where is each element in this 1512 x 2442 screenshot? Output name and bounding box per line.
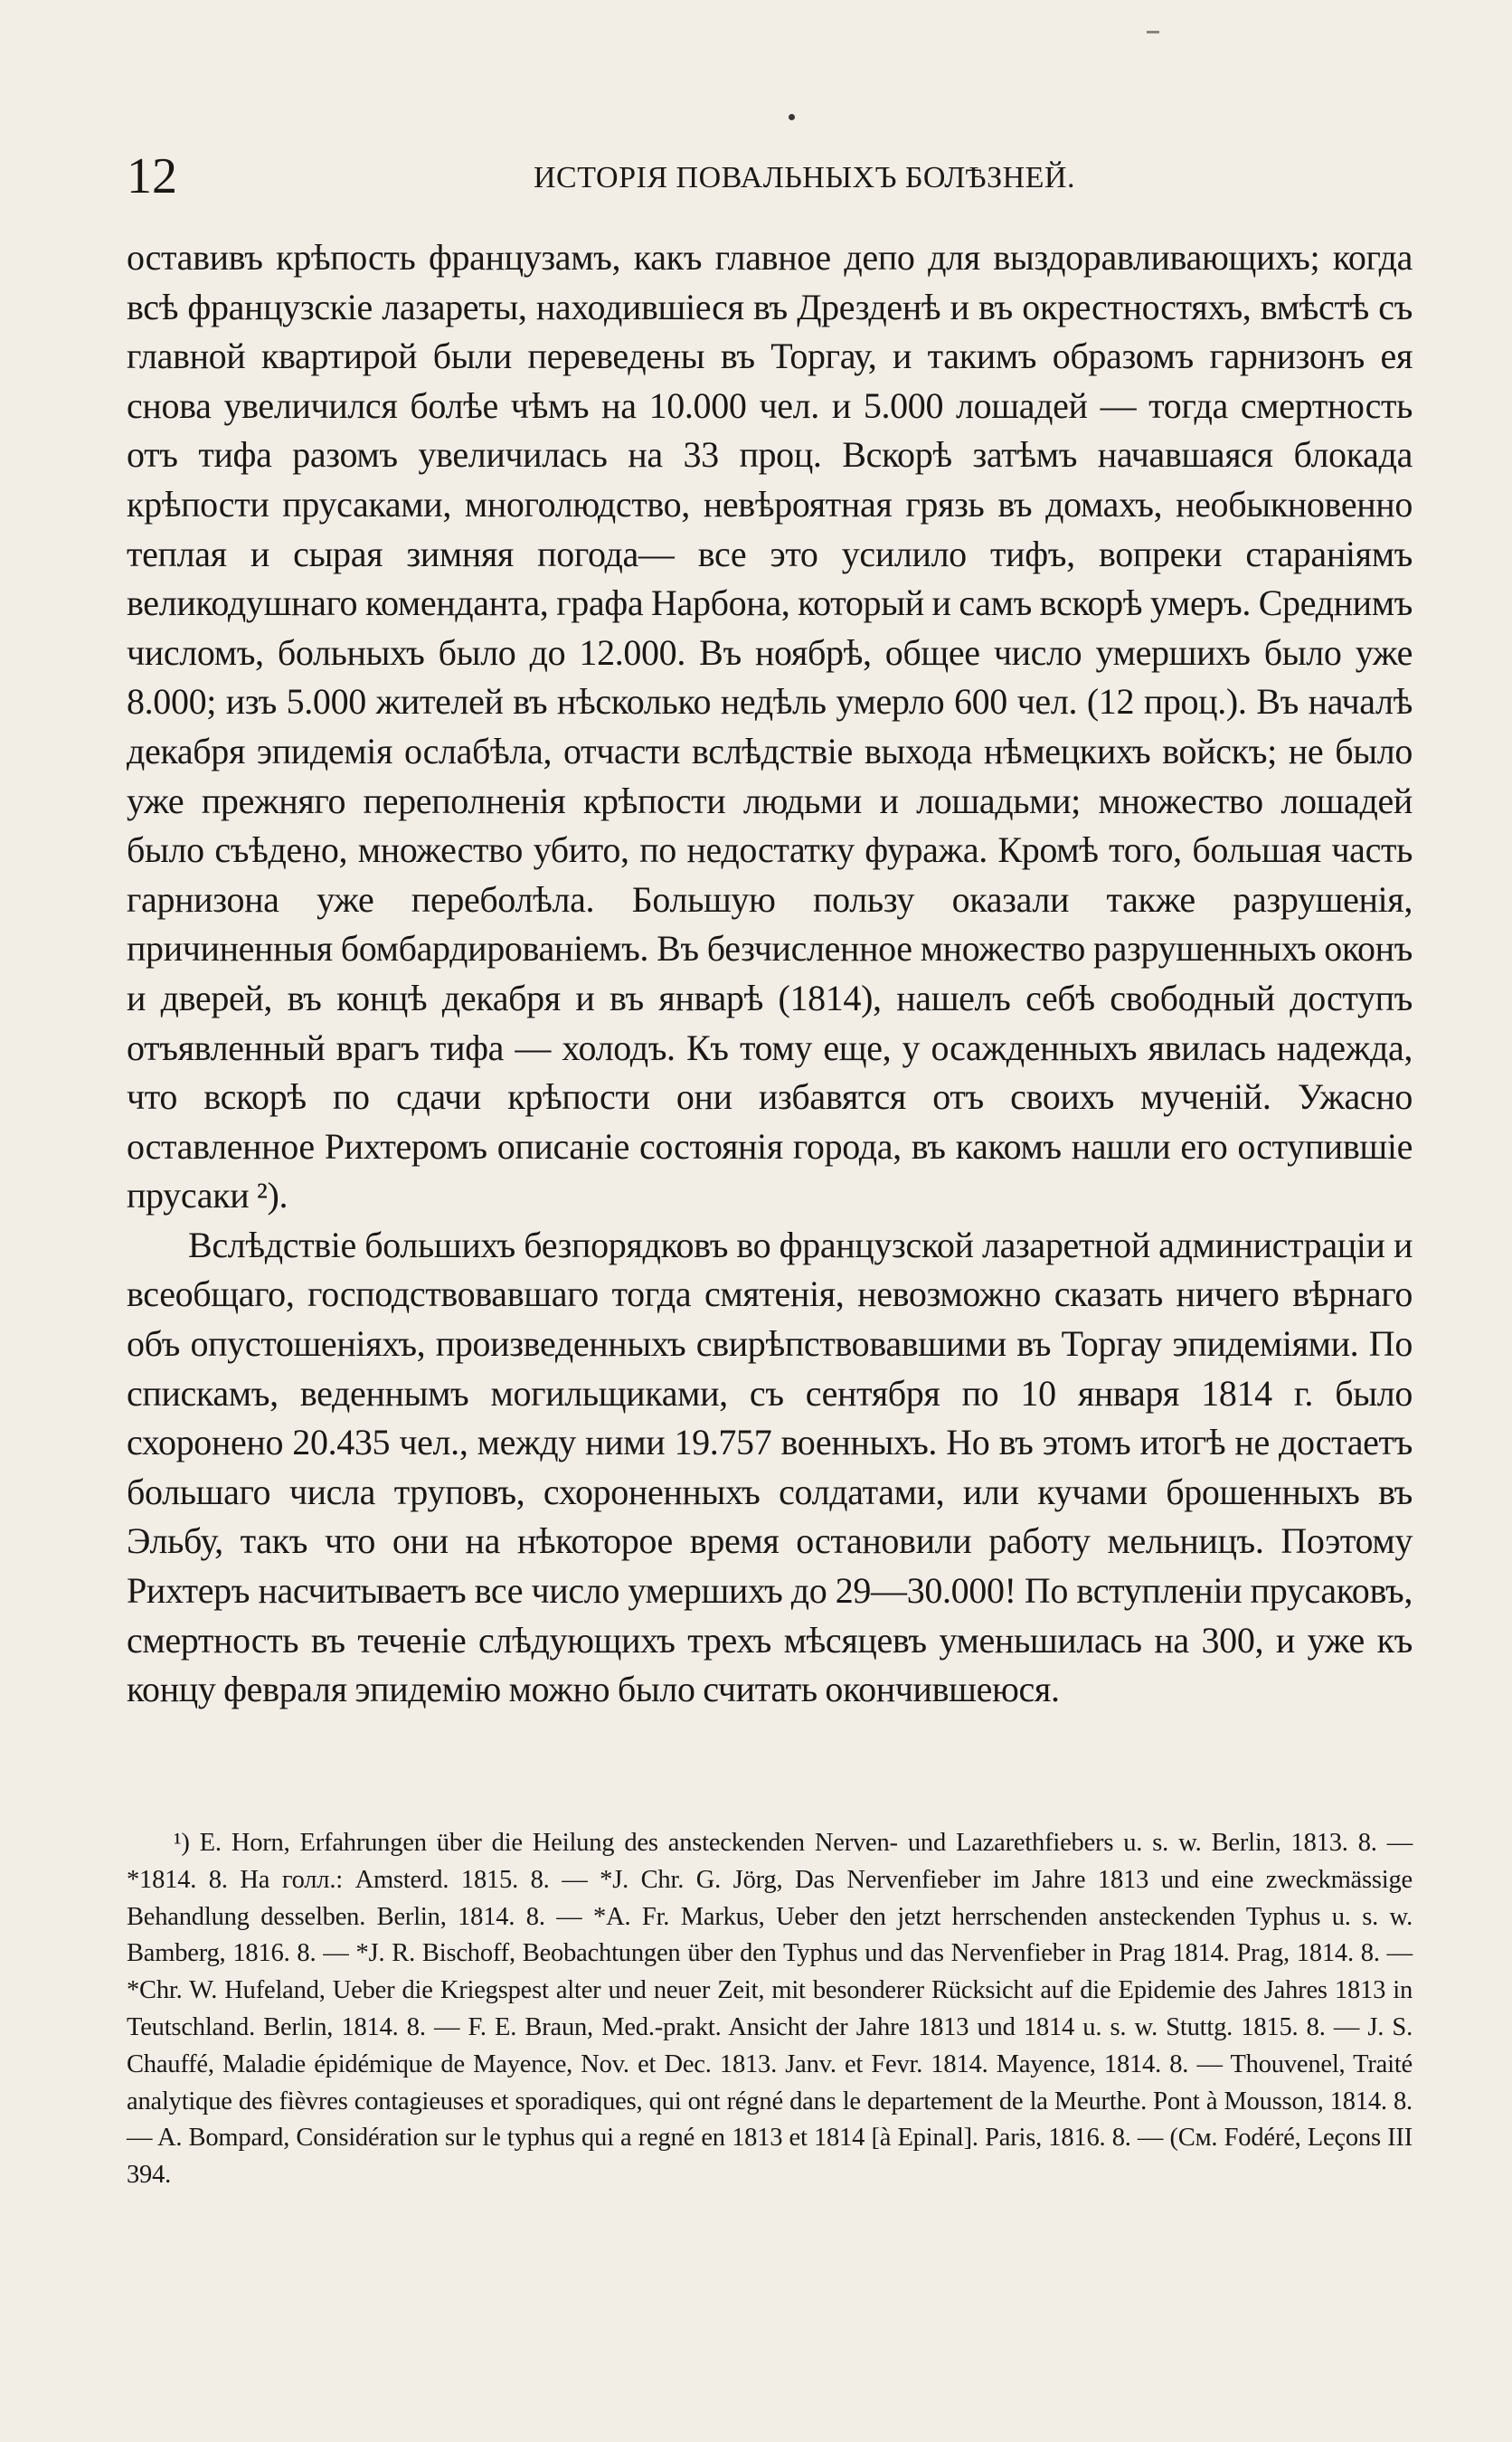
footnotes bbox=[127, 1825, 1413, 2194]
scan-mark bbox=[1147, 31, 1159, 33]
paragraph: Вслѣдствіе большихъ безпорядковъ во французской лазаретной администраціи и всеобщаго, господствовавшаго тогда смятенія, невозможно сказать ничего вѣрнаго объ опустошеніяхъ, произведенныхъ свирѣпствовавшими въ Торгау эпидеміями. По спискамъ, веденнымъ могильщиками, съ сентября по 10 января 1814 г. было схоронено 20.435 чел., между ними 19.757 военныхъ. Но въ этомъ итогѣ не достаетъ большаго числа труповъ, схороненныхъ солдатами, или кучами брошенныхъ въ Эльбу, такъ что они на нѣкоторое время остановили работу мельницъ. Поэтому Рихтеръ насчитываетъ все число умершихъ до 29—30.000! По вступленіи прусаковъ, смертность въ теченіе слѣдующихъ трехъ мѣсяцевъ уменьшилась на 300, и уже къ концу февраля эпидемію можно было считать окончившеюся. bbox=[127, 1224, 1413, 1710]
running-head bbox=[127, 145, 1393, 208]
running-title: ИСТОРІЯ ПОВАЛЬНЫХЪ БОЛѢЗНЕЙ. bbox=[534, 161, 1075, 194]
ink-dot bbox=[789, 114, 795, 120]
body-text bbox=[127, 233, 1413, 1715]
page-number: 12 bbox=[127, 148, 177, 204]
footnote: ¹) E. Horn, Erfahrungen über die Heilung des ansteckenden Nerven- und Lazarethfiebers u. s. w. Berlin, 1813. 8. — *1814. 8. На голл.: Amsterd. 1815. 8. — *J. Chr. G. Jörg, Das Nervenfieber im Jahre 1813 und eine zweckmässige Behandlung desselben. Berlin, 1814. 8. — *A. Fr. Markus, Ueber den jetzt herrschenden ansteckenden Typhus u. s. w. Bamberg, 1816. 8. — *J. R. Bischoff, Beobachtungen über den Typhus und das Nervenfieber in Prag 1814. Prag, 1814. 8. — *Chr. W. Hufeland, Ueber die Kriegspest alter und neuer Zeit, mit besonderer Rücksicht auf die Epidemie des Jahres 1813 in Teutschland. Berlin, 1814. 8. — F. E. Braun, Med.-prakt. Ansicht der Jahre 1813 und 1814 u. s. w. Stuttg. 1815. 8. — J. S. Chauffé, Maladie épidémique de Mayence, Nov. et Dec. 1813. Janv. et Fevr. 1814. Mayence, 1814. 8. — Thouvenel, Traité analytique des fièvres contagieuses et sporadiques, qui ont régné dans le departement de la Meurthe. Pont à Mousson, 1814. 8. — A. Bompard, Considération sur le typhus qui a regné en 1813 et 1814 [à Epinal]. Paris, 1816. 8. — (См. Fodéré, Leçons III 394. bbox=[127, 1829, 1413, 2190]
paragraph: оставивъ крѣпость французамъ, какъ главное депо для выздоравливающихъ; когда всѣ французскіе лазареты, находившіеся въ Дрезденѣ и въ окрестностяхъ, вмѣстѣ съ главной квартирой были переведены въ Торгау, и такимъ образомъ гарнизонъ ея снова увеличился болѣе чѣмъ на 10.000 чел. и 5.000 лошадей — тогда смертность отъ тифа разомъ увеличилась на 33 проц. Вскорѣ затѣмъ начавшаяся блокада крѣпости прусаками, многолюдство, невѣроятная грязь въ домахъ, необыкновенно теплая и сырая зимняя погода— все это усилило тифъ, вопреки стараніямъ великодушнаго коменданта, графа Нарбона, который и самъ вскорѣ умеръ. Среднимъ числомъ, больныхъ было до 12.000. Въ ноябрѣ, общее число умершихъ было уже 8.000; изъ 5.000 жителей въ нѣсколько недѣль умерло 600 чел. (12 проц.). Въ началѣ декабря эпидемія ослабѣла, отчасти вслѣдствіе выхода нѣмецкихъ войскъ; не было уже прежняго переполненія крѣпости людьми и лошадьми; множество лошадей было съѣдено, множество убито, по недостатку фуража. Кромѣ того, большая часть гарнизона уже переболѣла. Большую пользу оказали также разрушенія, причиненныя бомбардированіемъ. Въ безчисленное множество разрушенныхъ оконъ и дверей, въ концѣ декабря и въ январѣ (1814), нашелъ себѣ свободный доступъ отъявленный врагъ тифа — холодъ. Къ тому еще, у осажденныхъ явилась надежда, что вскорѣ по сдачи крѣпости они избавятся отъ своихъ мученій. Ужасно оставленное Рихтеромъ описаніе состоянія города, въ какомъ нашли его оступившіе прусаки ²). bbox=[127, 237, 1413, 1216]
